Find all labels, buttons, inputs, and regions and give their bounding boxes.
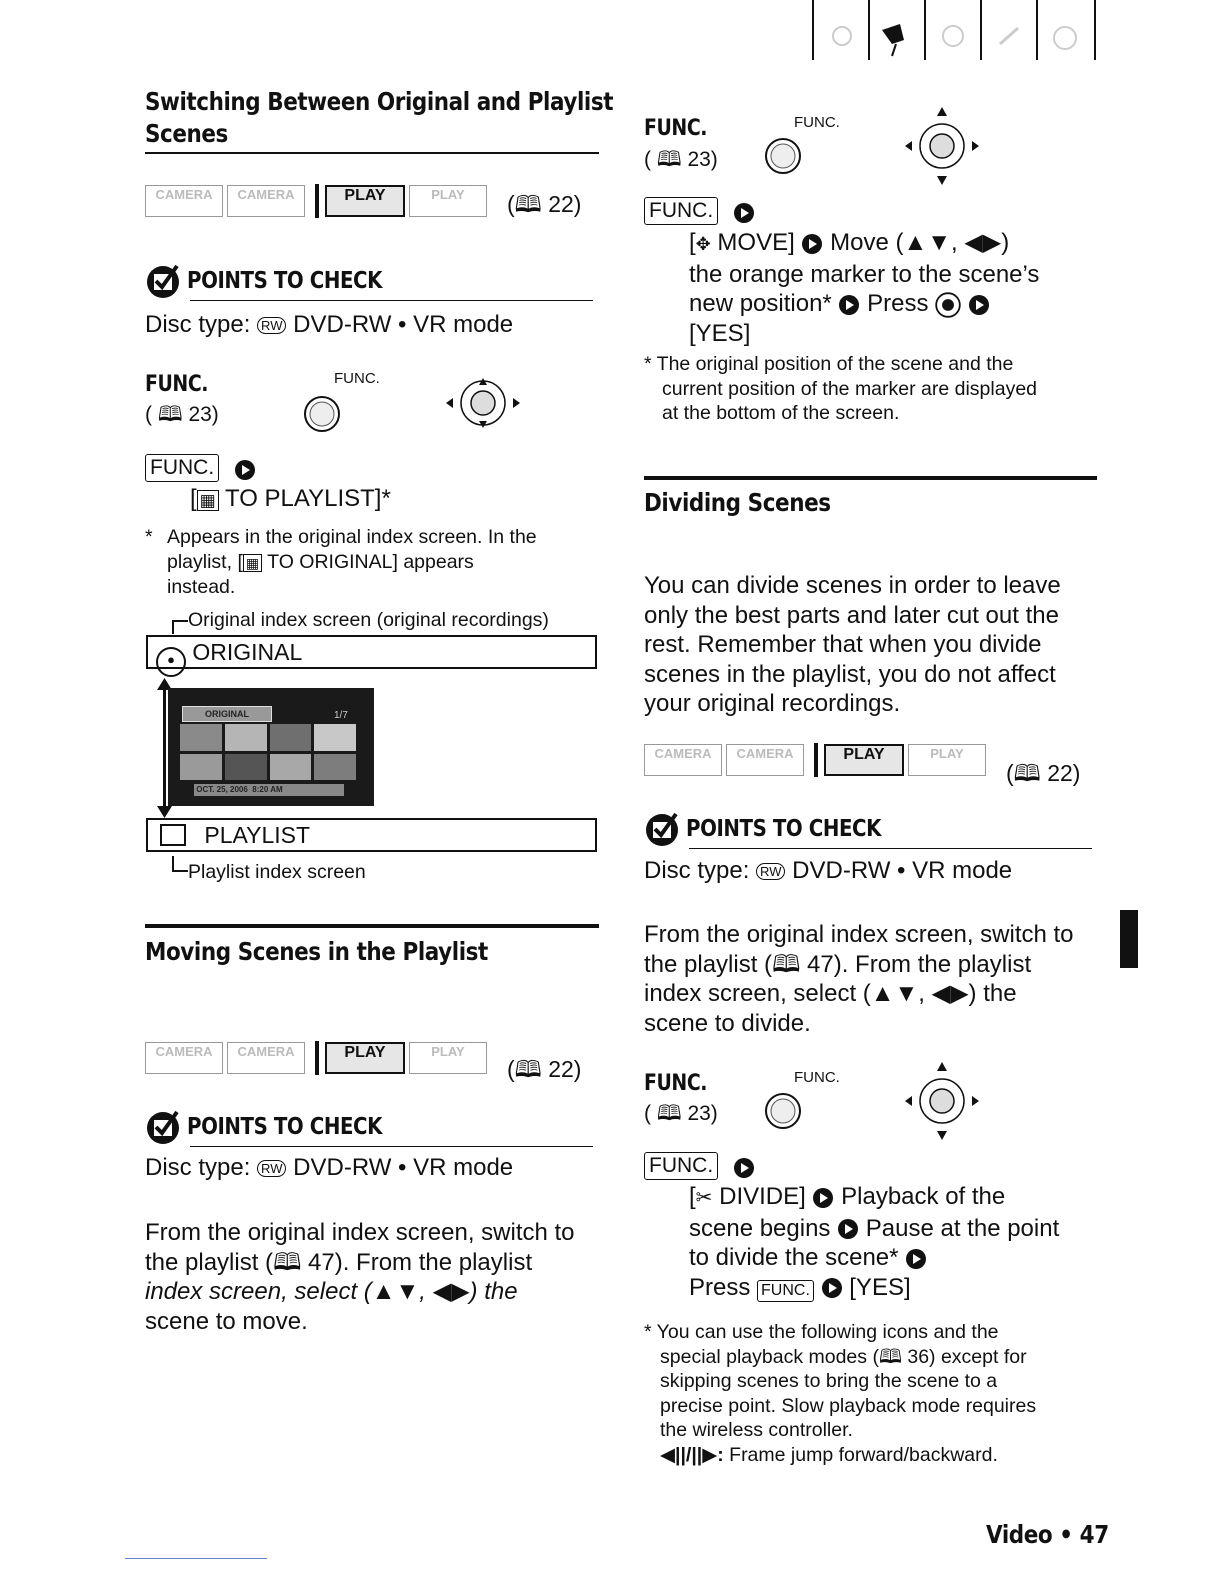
book-icon: 🕮 (514, 1056, 542, 1082)
step-func-key: FUNC. (145, 454, 256, 482)
page-ref: (🕮 22) (507, 1056, 582, 1082)
section-title-switching (145, 86, 613, 150)
mode-play-photo: PLAY (908, 744, 986, 776)
mode-camera-movie: CAMERA (145, 1042, 223, 1074)
move-steps: [✥ MOVE] Move (▲▼, ◀▶) the orange marker to the scene’s new position* Press [YES] (689, 229, 1040, 347)
section-rule (644, 476, 1097, 480)
dvd-rw-icon: RW (756, 863, 785, 880)
book-icon: 🕮 (656, 1102, 682, 1125)
next-arrow-icon (801, 233, 823, 255)
footnote-appears: * Appears in the original index screen. In the playlist, [ ▦ TO ORIGINAL] appears instead. (145, 526, 537, 598)
thumbnail (225, 754, 267, 781)
mode-divider (315, 184, 319, 218)
divide-footnote: * You can use the following icons and the special playback modes (🕮 36) except for skipping scenes to bring the scene to a precise point. Slow playback mode requires the wireless controller. ◀||/||▶: Frame jump forward/backward. (644, 1321, 1037, 1466)
thumbnail (225, 724, 267, 751)
checkmark-icon (644, 810, 682, 848)
mode-tab-strip (812, 0, 1097, 60)
move-footnote: * The original position of the scene and the current position of the marker are displayed at the bottom of the screen. (644, 353, 1038, 424)
step-func-key: FUNC. (644, 197, 755, 225)
book-icon: 🕮 (1013, 760, 1041, 786)
joystick-icon (902, 1060, 982, 1142)
func-button-icon (763, 136, 803, 176)
func-button-caption: FUNC. (794, 1069, 840, 1086)
thumbnail (270, 754, 312, 781)
mode-play-photo: PLAY (409, 185, 487, 217)
next-arrow-icon (905, 1248, 927, 1270)
check-label: POINTS TO CHECK (187, 268, 383, 294)
func-label: FUNC. (145, 372, 209, 397)
mode-bar (644, 743, 1104, 786)
dvd-rw-icon: RW (257, 1160, 286, 1177)
move-icon: ✥ (695, 234, 711, 254)
mode-divider (315, 1041, 319, 1075)
next-arrow-icon (838, 294, 860, 316)
joystick-icon (443, 375, 523, 431)
dvd-rw-icon: RW (257, 317, 286, 334)
step-func-key: FUNC. (644, 1152, 755, 1180)
points-to-check (644, 810, 1094, 848)
checkmark-icon (145, 262, 183, 300)
book-icon: 🕮 (656, 148, 682, 171)
index-screen-image (168, 688, 374, 806)
footer-bullet: • (1059, 1520, 1073, 1549)
title-underline (145, 152, 599, 154)
step-to-playlist: [ ▦ TO PLAYLIST]* (190, 485, 391, 512)
func-ref: ( 🕮 23) (145, 403, 219, 426)
mode-bar (145, 1041, 605, 1081)
disc-type: Disc type: RW DVD-RW • VR mode (644, 857, 1013, 884)
title-line-1: Switching Between Original and Playlist (145, 87, 614, 116)
mode-play-photo: PLAY (409, 1042, 487, 1074)
playlist-icon: ▦ (197, 490, 219, 511)
section-rule (145, 924, 599, 928)
mode-play-movie: PLAY (824, 744, 904, 776)
dividing-body: From the original index screen, switch to the playlist (🕮 47). From the playlist index screen, select (▲▼, ◀▶) the scene to divide. (644, 921, 1074, 1037)
next-arrow-icon (733, 1157, 755, 1179)
caption-original-index: Original index screen (original recordings) (172, 608, 549, 634)
book-icon: 🕮 (273, 1248, 302, 1276)
check-label: POINTS TO CHECK (187, 1114, 383, 1140)
page-ref: (🕮 22) (1006, 760, 1081, 786)
scissors-icon: ✂ (695, 1187, 713, 1209)
thumbnail (180, 724, 222, 751)
arrow-keys-icon: ▲▼, ◀▶ (903, 229, 1002, 256)
thumbnail (180, 754, 222, 781)
func-label: FUNC. (644, 1071, 708, 1096)
func-label: FUNC. (644, 116, 708, 141)
mode-camera-movie: CAMERA (644, 744, 722, 776)
next-arrow-icon (733, 202, 755, 224)
book-icon: 🕮 (157, 403, 183, 426)
set-button-icon (935, 292, 961, 318)
dividing-intro: You can divide scenes in order to leave only the best parts and later cut out the rest. Remember that when you divide scenes in the playlist, you do not affect your original recordings. (644, 572, 1061, 717)
mode-camera-photo: CAMERA (726, 744, 804, 776)
moving-body: From the original index screen, switch to the playlist (🕮 47). From the playlist index screen, select (▲▼, ◀▶) the scene to move. (145, 1219, 575, 1335)
diagram-arrow-line (163, 684, 166, 810)
next-arrow-icon (821, 1277, 843, 1299)
check-label: POINTS TO CHECK (686, 816, 882, 842)
func-ref: ( 🕮 23) (644, 148, 718, 171)
divide-steps: [✂ DIVIDE] Playback of the scene begins Pause at the point to divide the scene* Press FUNC. [YES] (689, 1183, 1060, 1301)
next-arrow-icon (812, 1187, 834, 1209)
book-icon: 🕮 (772, 950, 801, 978)
joystick-icon (902, 105, 982, 187)
original-icon: ▦ (243, 554, 262, 572)
mode-play-movie: PLAY (325, 185, 405, 217)
mode-camera-photo: CAMERA (227, 1042, 305, 1074)
disc-type: Disc type: RW DVD-RW • VR mode (145, 1154, 514, 1181)
page-ref: (🕮 22) (507, 191, 582, 217)
check-underline (190, 1146, 593, 1147)
func-button-caption: FUNC. (334, 370, 380, 387)
check-underline (689, 848, 1092, 849)
disc-icon: ● (156, 647, 186, 677)
func-ref: ( 🕮 23) (644, 1102, 718, 1125)
thumbnail-grid (180, 724, 356, 780)
book-icon: 🕮 (514, 191, 542, 217)
original-box: ● ORIGINAL (146, 635, 597, 669)
thumbnail (314, 724, 356, 751)
footer-section: Video (986, 1520, 1053, 1549)
points-to-check (145, 1108, 595, 1146)
mode-play-movie: PLAY (325, 1042, 405, 1074)
func-button-icon (302, 394, 342, 434)
book-icon: 🕮 (878, 1345, 902, 1368)
screen-tag: ORIGINAL (182, 706, 272, 722)
title-line-2: Scenes (145, 119, 228, 148)
arrow-down-icon (157, 806, 172, 818)
func-button-caption: FUNC. (794, 114, 840, 131)
checkmark-icon (145, 1108, 183, 1146)
section-title-moving: Moving Scenes in the Playlist (145, 937, 488, 966)
mode-bar (145, 184, 605, 224)
mode-camera-movie: CAMERA (145, 185, 223, 217)
mode-tabs-icon (812, 0, 1097, 60)
next-arrow-icon (234, 459, 256, 481)
caption-playlist-index: Playlist index screen (172, 856, 366, 885)
disc-type: Disc type: RW DVD-RW • VR mode (145, 311, 514, 338)
func-button-icon (763, 1091, 803, 1131)
page-footer (986, 1520, 1109, 1549)
points-to-check (145, 262, 595, 300)
check-underline (190, 300, 593, 301)
playlist-box: PLAYLIST (146, 818, 597, 852)
next-arrow-icon (968, 294, 990, 316)
mode-camera-photo: CAMERA (227, 185, 305, 217)
thumbnail (270, 724, 312, 751)
chapter-tab-marker (1120, 910, 1138, 968)
screen-datetime: OCT. 25, 2006 8:20 AM (194, 784, 344, 796)
mode-divider (814, 743, 818, 777)
playlist-icon (160, 824, 186, 846)
page-number: 47 (1079, 1520, 1109, 1549)
section-title-dividing: Dividing Scenes (644, 488, 831, 517)
frame-jump-icons: ◀||/||▶: (660, 1443, 724, 1466)
next-arrow-icon (837, 1218, 859, 1240)
arrow-keys-icon: ▲▼, ◀▶ (371, 1278, 470, 1305)
thumbnail (314, 754, 356, 781)
screen-count: 1/7 (334, 710, 348, 721)
arrow-keys-icon: ▲▼, ◀▶ (870, 980, 969, 1007)
footer-blue-line (125, 1558, 267, 1559)
